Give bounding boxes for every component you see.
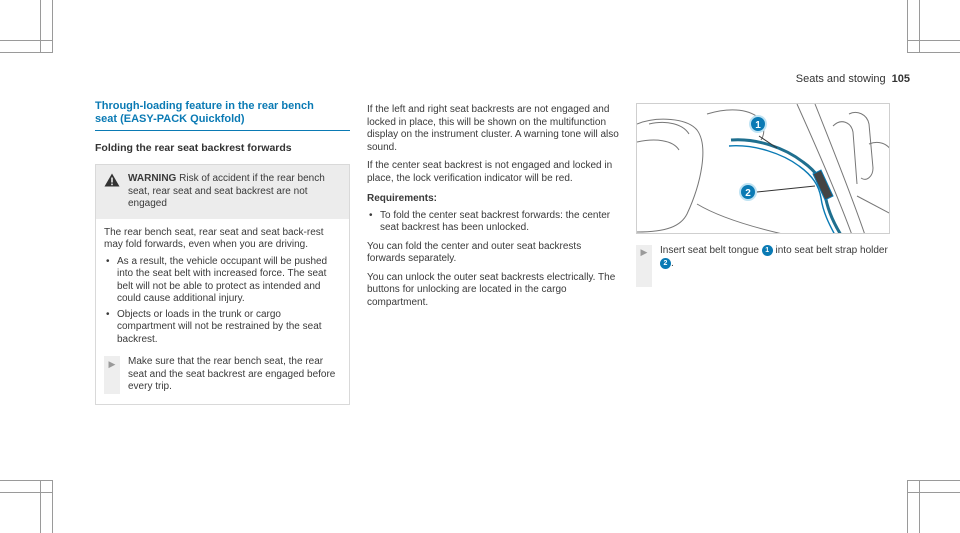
callout-1: 1 bbox=[749, 115, 767, 133]
crop-mark bbox=[40, 0, 41, 53]
paragraph: If the left and right seat backrests are not engaged and locked in place, this will be shown on the multifunction display on the instrument cluster. A warning tone will also sound. bbox=[367, 104, 619, 153]
arrow-right-icon: ▶ bbox=[108, 359, 116, 369]
arrow-right-icon: ▶ bbox=[640, 247, 648, 257]
section-title-line-1: Through-loading feature in the rear bench bbox=[95, 100, 314, 112]
section-divider bbox=[95, 130, 350, 131]
crop-mark bbox=[907, 480, 960, 481]
requirements-label: Requirements: bbox=[367, 193, 438, 204]
callout-2: 2 bbox=[739, 183, 757, 201]
paragraph: If the center seat backrest is not engaged and locked in place, the lock verification indicator will be red. bbox=[367, 160, 613, 184]
warning-summary-text: Risk of accident if the rear bench seat, rear seat and seat backrest are not engaged bbox=[128, 173, 325, 209]
list-item: • To fold the center seat backrest forwards: the center seat backrest has been unlocked. bbox=[367, 210, 622, 235]
section-title-line-2: seat (EASY-PACK Quickfold) bbox=[95, 113, 245, 125]
instruction-text-part-3: . bbox=[671, 257, 674, 269]
instruction-text-part-2: into seat belt strap holder bbox=[772, 245, 888, 257]
warning-instruction bbox=[104, 356, 341, 394]
warning-body-text: The rear bench seat, rear seat and seat back-rest may fold forwards, even when you are driving. bbox=[104, 226, 324, 250]
crop-mark bbox=[0, 492, 53, 493]
page-number: 105 bbox=[891, 73, 910, 85]
warning-body bbox=[96, 219, 349, 404]
warning-bullets bbox=[104, 256, 341, 347]
list-item: • Objects or loads in the trunk or cargo compartment will not be restrained by the seat backrest. bbox=[104, 309, 341, 347]
warning-box bbox=[95, 164, 350, 405]
warning-summary bbox=[128, 173, 341, 211]
paragraph: You can fold the center and outer seat backrests forwards separately. bbox=[367, 240, 582, 264]
list-item: • As a result, the vehicle occupant will be pushed into the seat belt with increased force. The seat belt will not be able to protect as intended and could cause additional injury. bbox=[104, 256, 341, 306]
warning-header bbox=[96, 165, 349, 219]
column-2 bbox=[367, 104, 622, 315]
subheading: Folding the rear seat backrest forwards bbox=[95, 142, 292, 154]
column-3-instruction bbox=[636, 245, 890, 287]
crop-mark bbox=[40, 480, 41, 533]
crop-mark bbox=[907, 40, 960, 41]
seat-belt-illustration bbox=[636, 103, 890, 234]
inline-callout-1: 1 bbox=[762, 245, 773, 256]
warning-label: WARNING bbox=[128, 173, 177, 184]
column-1 bbox=[95, 100, 350, 405]
crop-mark bbox=[52, 0, 53, 53]
section-title bbox=[95, 100, 350, 126]
crop-mark bbox=[919, 0, 920, 53]
crop-mark bbox=[907, 52, 960, 53]
crop-mark bbox=[919, 480, 920, 533]
requirements-list bbox=[367, 210, 622, 235]
warning-instruction-text: Make sure that the rear bench seat, the rear seat and the seat backrest are engaged before every trip. bbox=[128, 356, 336, 392]
crop-mark bbox=[907, 492, 960, 493]
instruction-bar bbox=[104, 356, 120, 394]
crop-mark bbox=[0, 480, 53, 481]
instruction-text-part-1: Insert seat belt tongue bbox=[660, 245, 762, 257]
running-header bbox=[796, 73, 910, 85]
running-header-section: Seats and stowing bbox=[795, 73, 886, 85]
paragraph: You can unlock the outer seat backrests electrically. The buttons for unlocking are located in the cargo compartment. bbox=[367, 271, 616, 308]
instruction-text bbox=[652, 245, 890, 287]
warning-triangle-icon bbox=[104, 173, 122, 211]
instruction-bar bbox=[636, 245, 652, 287]
inline-callout-2: 2 bbox=[660, 258, 671, 269]
crop-mark bbox=[0, 40, 53, 41]
crop-mark bbox=[52, 480, 53, 533]
crop-mark bbox=[907, 480, 908, 533]
crop-mark bbox=[0, 52, 53, 53]
crop-mark bbox=[907, 0, 908, 53]
